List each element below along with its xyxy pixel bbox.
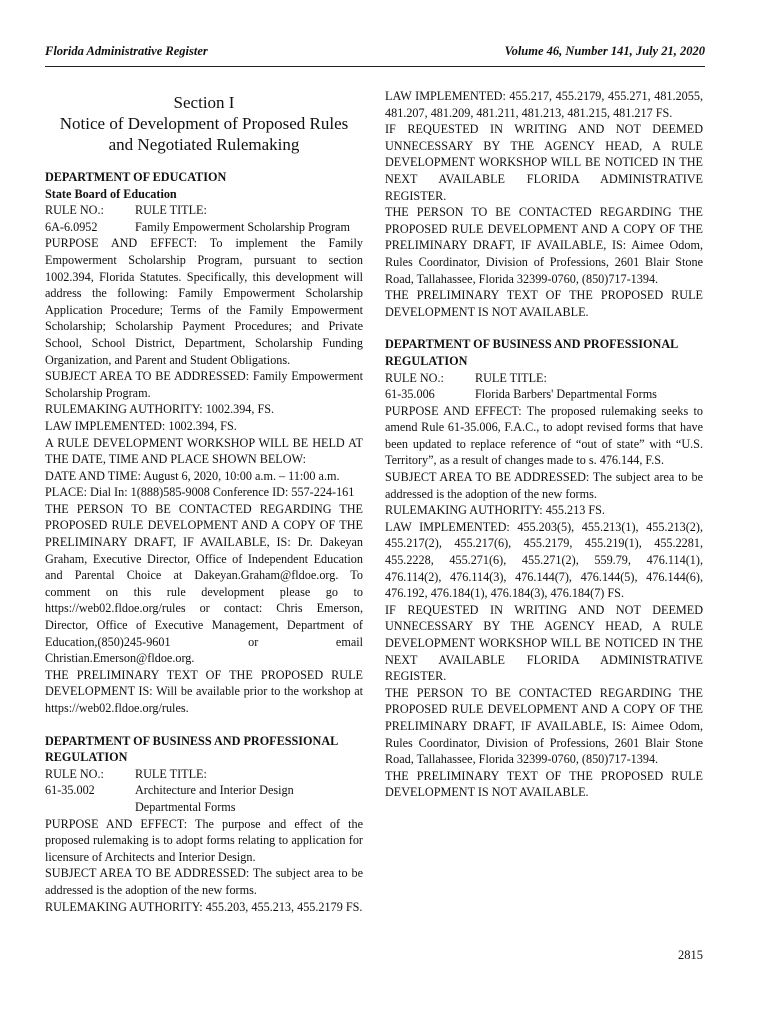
rule-title: Architecture and Interior Design Departmental Forms — [135, 783, 294, 814]
department-name: DEPARTMENT OF EDUCATION — [45, 170, 227, 184]
rule-no: 61-35.006 — [385, 387, 435, 402]
workshop-datetime: DATE AND TIME: August 6, 2020, 10:00 a.m. – 11:00 a.m. — [45, 468, 340, 483]
board-name: State Board of Education — [45, 186, 177, 201]
rule-title: Family Empowerment Scholarship Program — [135, 219, 350, 234]
contact-person: THE PERSON TO BE CONTACTED REGARDING THE PROPOSED RULE DEVELOPMENT AND A COPY OF THE PRELIMINARY DRAFT, IF AVAILABLE, IS: Aimee Odom, Rules Coordinator, Division of Professions, 2601 Blair Stone Road, Tallahassee, Florida 32399-0760, (850)717-1394. — [385, 205, 703, 286]
department-name: DEPARTMENT OF BUSINESS AND PROFESSIONAL REGULATION — [385, 337, 678, 368]
subject-area: SUBJECT AREA TO BE ADDRESSED: Family Empowerment Scholarship Program. — [45, 369, 363, 400]
workshop-notice: IF REQUESTED IN WRITING AND NOT DEEMED UNNECESSARY BY THE AGENCY HEAD, A RULE DEVELOPMENT WORKSHOP WILL BE NOTICED IN THE NEXT AVAILABLE FLORIDA ADMINISTRATIVE REGISTER. — [385, 122, 703, 203]
subject-area: SUBJECT AREA TO BE ADDRESSED: The subject area to be addressed is the adoption of the new forms. — [385, 470, 703, 501]
right-column — [385, 88, 703, 801]
page-number: 2815 — [678, 948, 703, 962]
rule-title-label: RULE TITLE: — [135, 203, 207, 218]
notice-education — [45, 169, 363, 717]
rule-table — [45, 202, 363, 235]
law-implemented: LAW IMPLEMENTED: 455.217, 455.2179, 455.271, 481.2055, 481.207, 481.209, 481.211, 481.213, 481.215, 481.217 FS. — [385, 89, 703, 120]
section-number: Section I — [173, 93, 235, 112]
rule-table — [385, 370, 703, 403]
section-subheading: and Negotiated Rulemaking — [108, 135, 300, 154]
rulemaking-authority: RULEMAKING AUTHORITY: 455.213 FS. — [385, 503, 605, 518]
law-implemented: LAW IMPLEMENTED: 1002.394, FS. — [45, 418, 237, 433]
purpose-and-effect: PURPOSE AND EFFECT: The purpose and effect of the proposed rulemaking is to adopt forms relating to application for licensure of Architects and Interior Design. — [45, 816, 363, 864]
notice-barbers — [385, 336, 703, 801]
section-heading: Notice of Development of Proposed Rules — [59, 114, 349, 133]
rule-no-label: RULE NO.: — [385, 370, 444, 385]
workshop-notice: IF REQUESTED IN WRITING AND NOT DEEMED UNNECESSARY BY THE AGENCY HEAD, A RULE DEVELOPMENT WORKSHOP WILL BE NOTICED IN THE NEXT AVAILABLE FLORIDA ADMINISTRATIVE REGISTER. — [385, 602, 703, 684]
rule-no-label: RULE NO.: — [45, 766, 104, 781]
rule-no: 61-35.002 — [45, 783, 95, 798]
rule-table — [45, 766, 363, 816]
preliminary-text: THE PRELIMINARY TEXT OF THE PROPOSED RULE DEVELOPMENT IS: Will be available prior to the workshop at https://web02.fldoe.org/rules. — [45, 667, 363, 715]
rule-title: Florida Barbers' Departmental Forms — [475, 387, 657, 402]
section-title — [45, 92, 363, 155]
workshop-place: PLACE: Dial In: 1(888)585-9008 Conference ID: 557-224-161 — [45, 485, 355, 500]
preliminary-text: THE PRELIMINARY TEXT OF THE PROPOSED RULE DEVELOPMENT IS NOT AVAILABLE. — [385, 768, 703, 800]
subject-area: SUBJECT AREA TO BE ADDRESSED: The subject area to be addressed is the adoption of the new forms. — [45, 866, 363, 897]
rulemaking-authority: RULEMAKING AUTHORITY: 1002.394, FS. — [45, 402, 275, 417]
page-header — [45, 44, 705, 62]
rule-no-label: RULE NO.: — [45, 203, 104, 218]
contact-person: THE PERSON TO BE CONTACTED REGARDING THE PROPOSED RULE DEVELOPMENT AND A COPY OF THE PRELIMINARY DRAFT, IF AVAILABLE, IS: Aimee Odom, Rules Coordinator, Division of Professions, 2601 Blair Stone Road, Tallahassee, Florida 32399-0760, (850)717-1394. — [385, 685, 703, 767]
notice-architecture-continued — [385, 88, 703, 320]
purpose-and-effect: PURPOSE AND EFFECT: To implement the Family Empowerment Scholarship Program, pursuant to section 1002.394, Florida Statutes. Specifically, this development will address the following: Family Empowerment Scholarship Application Procedure; Terms of the Family Empowerment Scholarship; Scholarship Payment Procedures; and Private School, School District, Department, Scholarship Funding Organization, and Parent and Student Obligations. — [45, 236, 363, 367]
volume-info: Volume 46, Number 141, July 21, 2020 — [504, 44, 705, 58]
purpose-and-effect: PURPOSE AND EFFECT: The proposed rulemaking seeks to amend Rule 61-35.006, F.A.C., to adopt revised forms that have been updated to replace reference of “out of state” with “U.S. Territory”, as a result of changes made to s. 476.144, F.S. — [385, 403, 703, 468]
rule-title-label: RULE TITLE: — [135, 766, 207, 781]
law-implemented: LAW IMPLEMENTED: 455.203(5), 455.213(1), 455.213(2), 455.217(2), 455.217(6), 455.2179, 455.219(1), 455.2281, 455.2228, 455.271(6), 455.271(2), 559.79, 476.114(1), 476.114(2), 476.114(3), 476.144(7), 476.144(5), 476.144(6), 476.192, 476.184(1), 476.184(3), 476.184(7) FS. — [385, 519, 703, 601]
rule-title-label: RULE TITLE: — [475, 370, 547, 385]
department-name: DEPARTMENT OF BUSINESS AND PROFESSIONAL REGULATION — [45, 733, 338, 765]
register-title: Florida Administrative Register — [45, 44, 208, 58]
header-divider — [45, 66, 705, 67]
contact-person: THE PERSON TO BE CONTACTED REGARDING THE PROPOSED RULE DEVELOPMENT AND A COPY OF THE PRELIMINARY DRAFT, IF AVAILABLE, IS: Dr. Dakeyan Graham, Executive Director, Office of Independent Education and Parental Choice at Dakeyan.Graham@fldoe.org. To comment on this rule development please go to https://web02.fldoe.org/rules or contact: Chris Emerson, Director, Office of Executive Management, Department of Education,(850)245-9601 or email Christian.Emerson@fldoe.org. — [45, 501, 363, 666]
notice-architecture — [45, 733, 363, 916]
workshop-notice: A RULE DEVELOPMENT WORKSHOP WILL BE HELD AT THE DATE, TIME AND PLACE SHOWN BELOW: — [45, 435, 363, 467]
left-column — [45, 88, 363, 915]
rule-no: 6A-6.0952 — [45, 219, 98, 234]
rulemaking-authority: RULEMAKING AUTHORITY: 455.203, 455.213, 455.2179 FS. — [45, 899, 363, 914]
preliminary-text: THE PRELIMINARY TEXT OF THE PROPOSED RULE DEVELOPMENT IS NOT AVAILABLE. — [385, 288, 703, 319]
